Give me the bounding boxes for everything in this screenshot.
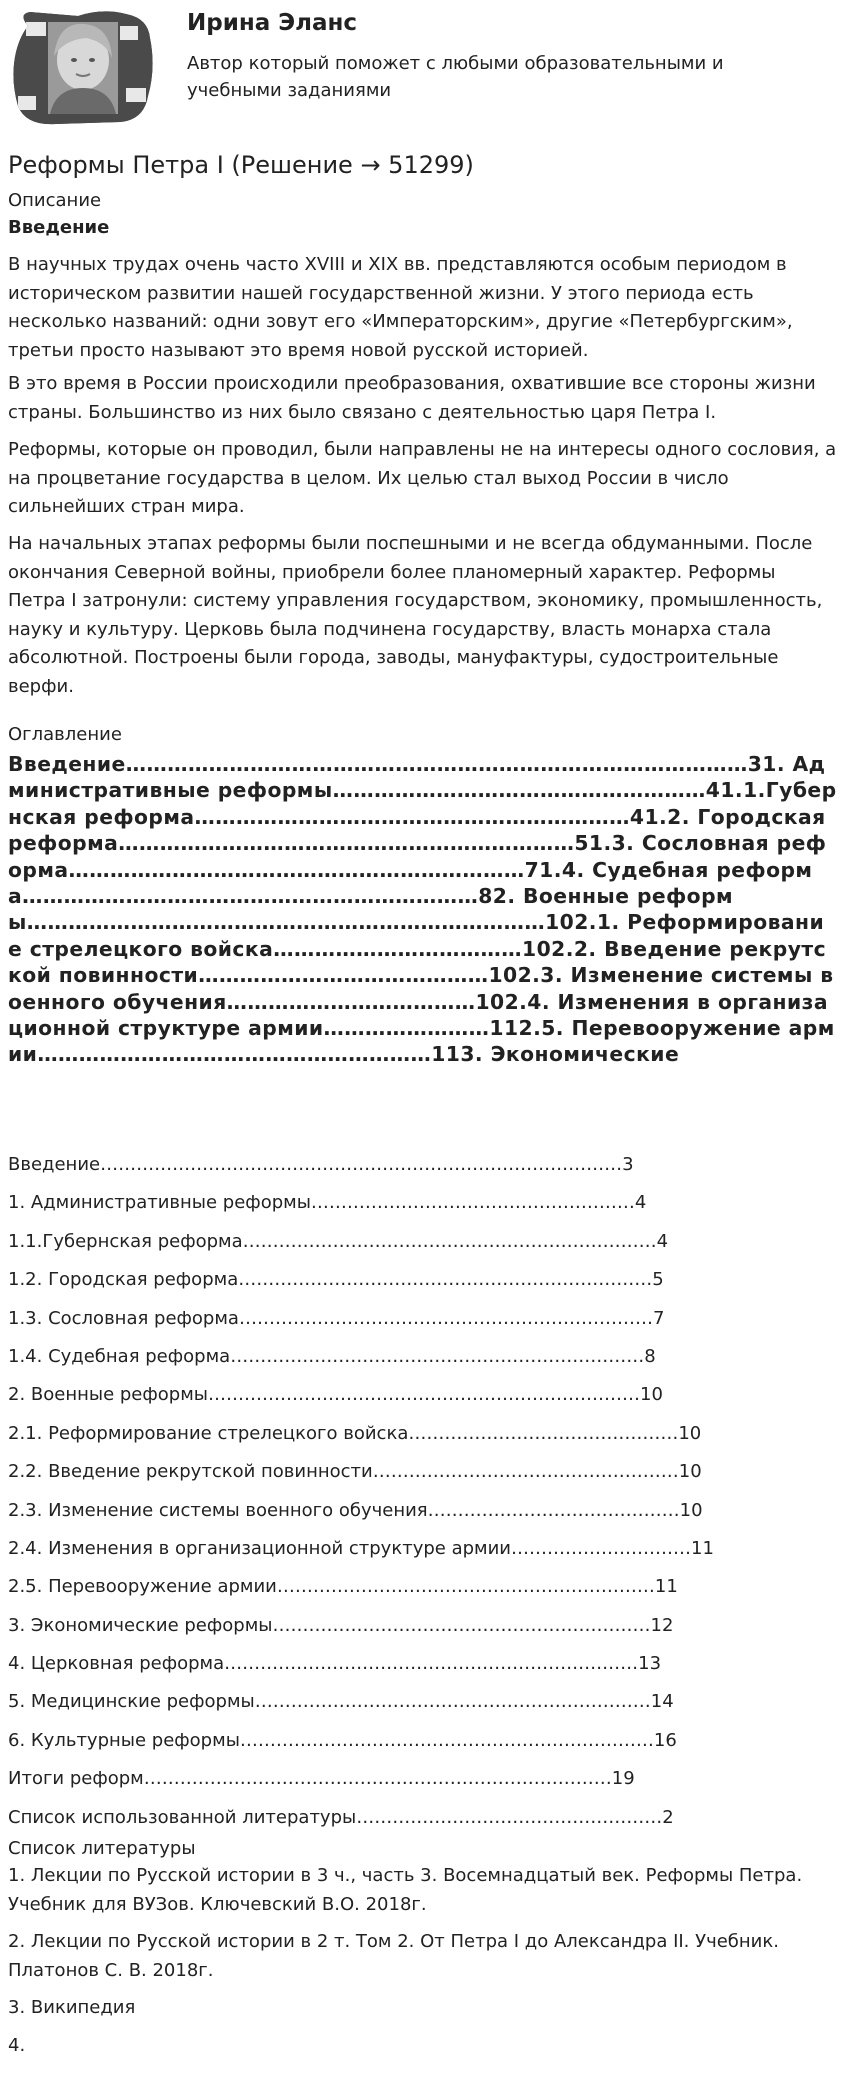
toc-item: 6. Культурные реформы……………………………………………………………16 bbox=[8, 1729, 677, 1751]
toc-item: Итоги реформ……………………………………………………………………19 bbox=[8, 1768, 635, 1790]
literature-label: Список литературы bbox=[8, 1838, 196, 1859]
toc-item: 3. Экономические реформы………………………………………………………12 bbox=[8, 1614, 674, 1636]
avatar[interactable] bbox=[8, 8, 156, 128]
toc-item: Введение……………………………………………………………………………3 bbox=[8, 1154, 634, 1175]
toc-item: 5. Медицинские реформы…………………………………………………………14 bbox=[8, 1691, 674, 1713]
toc-item: 4. Церковная реформа……………………………………………………………13 bbox=[8, 1653, 662, 1675]
toc-item: 1.3. Сословная реформа……………………………………………………………7 bbox=[8, 1307, 665, 1329]
literature-item: 4. bbox=[8, 2034, 26, 2056]
literature-item: 1. Лекции по Русской истории в 3 ч., часть 3. Восемнадцатый век. Реформы Петра. Учебник для ВУЗов. Ключевский В.О. 2018г. bbox=[8, 1865, 803, 1915]
literature-list bbox=[8, 1862, 838, 2070]
literature-item: 3. Википедия bbox=[8, 1997, 136, 2019]
intro-heading: Введение bbox=[8, 217, 110, 238]
toc-item: 1.1.Губернская реформа……………………………………………………………4 bbox=[8, 1230, 669, 1252]
toc-list bbox=[8, 1153, 838, 1844]
avatar-image bbox=[8, 8, 156, 128]
paragraph: На начальных этапах реформы были поспешными и не всегда обдуманными. После окончания Северной войны, приобрели более планомерный характер. Реформы Петра I затронули: систему управления государством, экономику, промышленность, науку и культуру. Церковь была подчинена государству, власть монарха стала абсолютной. Построены были города, заводы, мануфактуры, судостроительные верфи. bbox=[8, 533, 823, 697]
toc-item: 2.1. Реформирование стрелецкого войска………………………………………10 bbox=[8, 1422, 702, 1444]
description-label: Описание bbox=[8, 190, 102, 211]
toc-item: Список использованной литературы……………………………………………2 bbox=[8, 1806, 674, 1828]
author-description: Автор который поможет с любыми образовательными и учебными заданиями bbox=[187, 53, 724, 101]
page-title: Реформы Петра I (Решение → 51299) bbox=[8, 151, 474, 179]
toc-item: 1.4. Судебная реформа……………………………………………………………8 bbox=[8, 1345, 656, 1367]
toc-bold-block: Введение………………………………………………………………………………31. Административные реформы………………………………………………41.1.Губернская реформа………………………………………………………41.2. Городская реформа…………………………………………………………51.3. Сословная реформа…………………………………………………………71.4. Судебная реформа…………………………………………………………82. Военные реформы…………………………………………………………………102.1. Реформирование стрелецкого войска………………………………102.2. Введение рекрутской повинности……………………………………102.3. Изменение системы военного обучения………………………………102.4. Изменения в организационной структуре армии……………………112.5. Перевооружение армии…………………………………………………113. Экономические bbox=[8, 752, 837, 1067]
author-card bbox=[0, 0, 847, 140]
toc-label: Оглавление bbox=[8, 724, 122, 745]
toc-item: 2.3. Изменение системы военного обучения……………………………………10 bbox=[8, 1499, 703, 1521]
literature-item: 2. Лекции по Русской истории в 2 т. Том 2. От Петра I до Александра II. Учебник. Платонов С. В. 2018г. bbox=[8, 1931, 779, 1981]
toc-item: 1. Административные реформы………………………………………………4 bbox=[8, 1192, 647, 1214]
paragraph: Реформы, которые он проводил, были направлены не на интересы одного сословия, а на процветание государства в целом. Их целью стал выход России в число сильнейших стран мира. bbox=[8, 439, 837, 518]
toc-item: 2.4. Изменения в организационной структуре армии…………………………11 bbox=[8, 1537, 714, 1559]
toc-item: 2. Военные реформы………………………………………………………………10 bbox=[8, 1384, 663, 1406]
toc-item: 2.5. Перевооружение армии………………………………………………………11 bbox=[8, 1576, 678, 1598]
author-name[interactable]: Ирина Эланс bbox=[187, 10, 358, 36]
toc-item: 1.2. Городская реформа……………………………………………………………5 bbox=[8, 1269, 664, 1291]
toc-item: 2.2. Введение рекрутской повинности……………………………………………10 bbox=[8, 1461, 702, 1483]
paragraph: В это время в России происходили преобразования, охватившие все стороны жизни страны. Большинство из них было связано с деятельностью царя Петра I. bbox=[8, 373, 816, 423]
paragraph: В научных трудах очень часто XVIII и XIX вв. представляются особым периодом в историческом развитии нашей государственной жизни. У этого периода есть несколько названий: одни зовут его «Императорским», другие «Петербургским», третьи просто называют это время новой русской историей. bbox=[8, 254, 793, 361]
